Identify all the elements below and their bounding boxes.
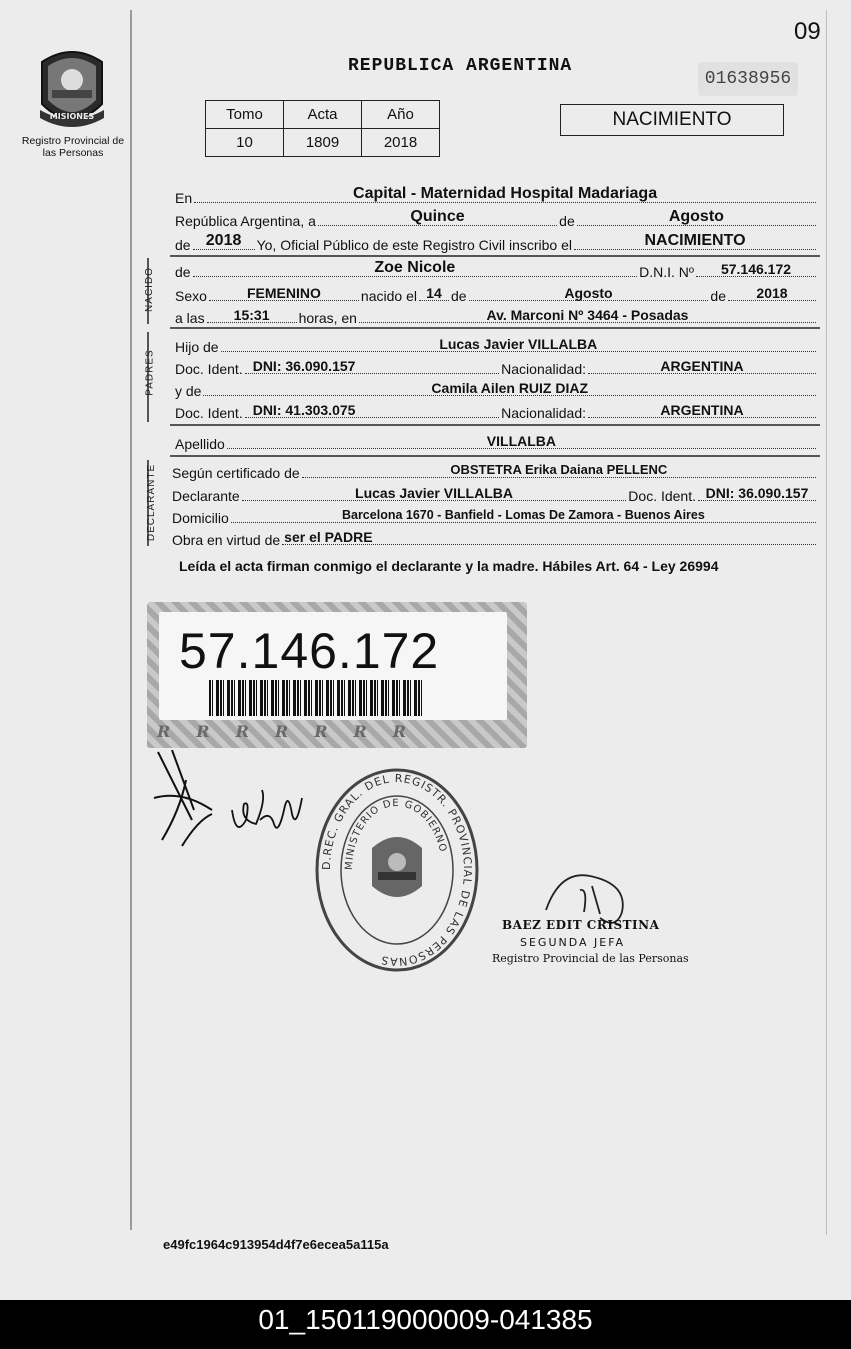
label-obra: Obra en virtud de [172,532,281,548]
registry-table [205,100,440,157]
label-a-las: a las [175,310,205,326]
value-anio-nacimiento: 2018 [756,285,788,301]
signing-note: Leída el acta firman conmigo el declarante y la madre. Hábiles Art. 64 - Ley 26994 [179,558,719,574]
label-domicilio: Domicilio [172,510,229,526]
svg-text:MINISTERIO DE GOBIERNO: MINISTERIO DE GOBIERNO [343,797,449,871]
right-margin-line [826,10,827,1235]
value-inscribo: NACIMIENTO [644,232,746,249]
logo-caption: Registro Provincial de las Personas [21,135,125,159]
row-en [175,186,818,206]
row-declarante [172,484,818,504]
row-nombre [175,260,818,280]
section-label-nacido: NACIDO [143,267,155,312]
official-seal-icon [312,768,482,972]
label-horas-en: horas, en [298,310,357,326]
row-padre-doc [175,357,818,377]
row-obra [172,528,818,548]
official-organization: Registro Provincial de las Personas [492,952,689,965]
value-dia-nacimiento: 14 [426,285,442,301]
value-madre-nacionalidad: ARGENTINA [660,402,744,418]
registry-table-header-row [206,101,440,129]
page-number: 09 [794,18,821,45]
value-dia: Quince [410,208,465,225]
value-hora: 15:31 [233,307,270,323]
row-hora [175,306,818,326]
registry-value-acta: 1809 [284,129,362,157]
document-title: REPUBLICA ARGENTINA [348,56,573,76]
section-label-declarante: DECLARANTE [146,463,158,542]
label-dni: D.N.I. Nº [639,264,694,280]
label-certificado: Según certificado de [172,465,300,481]
value-anio: 2018 [205,232,242,249]
label-de-mes: de [450,288,467,304]
label-madre-nacionalidad: Nacionalidad: [501,405,586,421]
value-domicilio: Barcelona 1670 - Banfield - Lomas De Zamora - Buenos Aires [341,508,705,522]
value-declarante-doc: DNI: 36.090.157 [705,485,809,501]
label-apellido: Apellido [175,436,225,452]
misiones-crest-icon [34,44,110,130]
row-inscribo [175,233,818,253]
label-inscribo: Yo, Oficial Público de este Registro Civil inscribo el [256,237,572,253]
label-declarante-doc: Doc. Ident. [628,488,696,504]
label-declarante: Declarante [172,488,240,504]
label-republica: República Argentina, a [175,213,316,229]
label-en: En [175,190,193,206]
label-de-anio: de [175,237,191,253]
row-certificado [172,461,818,481]
registry-header-acta: Acta [284,101,362,129]
act-type-box: NACIMIENTO [560,104,784,136]
official-name: BAEZ EDIT CRISTINA [502,918,660,932]
barcode-icon [209,680,425,716]
label-padre-doc: Doc. Ident. [175,361,243,377]
value-padre-nacionalidad: ARGENTINA [660,358,744,374]
left-margin-line [130,10,132,1230]
svg-text:MISIONES: MISIONES [49,112,95,121]
value-lugar-inscripcion: Capital - Maternidad Hospital Madariaga [353,185,658,202]
value-obra: ser el PADRE [284,529,373,545]
row-fecha [175,209,818,229]
row-domicilio [172,506,818,526]
value-apellido: VILLALBA [486,433,557,449]
dni-card-panel [159,612,507,720]
dni-card [147,602,527,748]
registry-value-anio: 2018 [362,129,440,157]
registry-table-value-row [206,129,440,157]
registry-value-tomo: 10 [206,129,284,157]
label-hijo-de: Hijo de [175,339,219,355]
value-padre-doc: DNI: 36.090.157 [252,358,356,374]
label-y-de: y de [175,383,202,399]
value-sexo: FEMENINO [246,285,321,301]
value-certificado: OBSTETRA Erika Daiana PELLENC [450,462,668,477]
row-madre-doc [175,401,818,421]
row-sexo [175,284,818,304]
label-nombre-de: de [175,264,191,280]
value-nombre: Zoe Nicole [374,259,456,276]
label-de: de [559,213,575,229]
row-hijo-de [175,335,818,355]
label-padre-nacionalidad: Nacionalidad: [501,361,586,377]
dni-card-pattern: RRRRRRR [157,722,433,741]
dni-card-number: 57.146.172 [179,623,440,679]
value-mes: Agosto [668,208,724,225]
label-nacido-el: nacido el [360,288,417,304]
label-de-anio-nac: de [710,288,726,304]
row-y-de [175,379,818,399]
value-dni: 57.146.172 [720,261,792,277]
registry-header-anio: Año [362,101,440,129]
value-declarante: Lucas Javier VILLALBA [355,485,513,501]
svg-text:D.REC. GRAL. DEL REGISTR. PROV: D.REC. GRAL. DEL REGISTR. PROVINCIAL DE LAS PERSONAS [319,771,475,969]
value-madre-doc: DNI: 41.303.075 [252,402,356,418]
document-hash: e49fc1964c913954d4f7e6ecea5a115a [163,1237,389,1252]
registry-header-tomo: Tomo [206,101,284,129]
footer-id-bar: 01_150119000009-041385 [0,1300,851,1349]
value-lugar-nacimiento: Av. Marconi Nº 3464 - Posadas [486,307,689,323]
value-madre: Camila Ailen RUIZ DIAZ [431,380,589,396]
value-mes-nacimiento: Agosto [564,285,613,301]
label-madre-doc: Doc. Ident. [175,405,243,421]
madre-signature-icon [226,780,306,840]
section-label-padres: PADRES [144,349,156,396]
official-role: SEGUNDA JEFA [520,936,626,949]
serial-stamp: 01638956 [698,62,798,96]
row-apellido [175,432,818,452]
label-sexo: Sexo [175,288,207,304]
declarante-signature-icon [152,750,222,850]
value-padre: Lucas Javier VILLALBA [439,336,598,352]
